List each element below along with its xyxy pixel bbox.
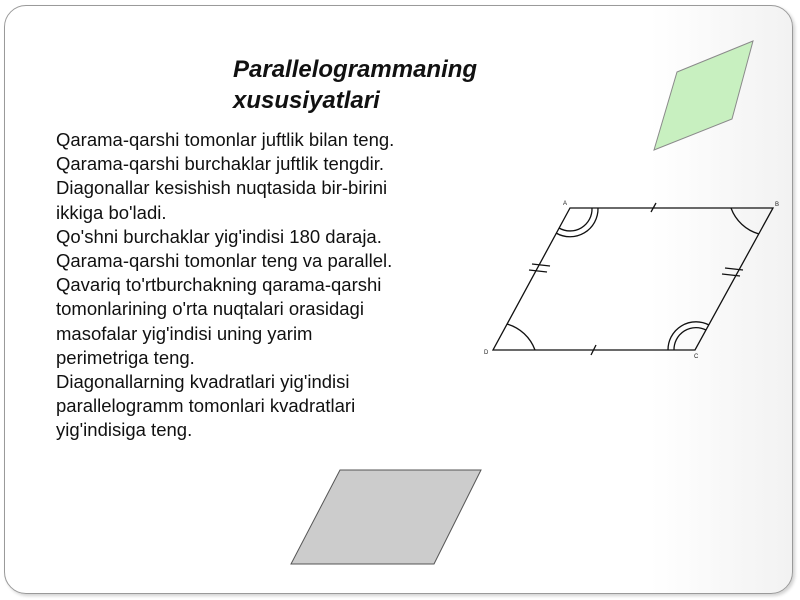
text-line: ikkiga bo'ladi. <box>56 201 167 223</box>
angle-arc-b <box>731 208 759 234</box>
vertex-label-c: C <box>694 354 699 360</box>
angle-arc-d <box>507 324 535 350</box>
text-line: Qo'shni burchaklar yig'indisi 180 daraja. <box>56 225 382 247</box>
vertex-label-b: B <box>775 202 780 208</box>
text-line: tomonlarining o'rta nuqtalari orasidagi <box>56 298 364 320</box>
tick-left-1 <box>532 264 550 266</box>
text-line: parallelogramm tomonlari kvadratlari <box>56 395 356 417</box>
tick-left-2 <box>529 270 547 272</box>
text-line: Qarama-qarshi tomonlar juftlik bilan teng. <box>56 129 395 150</box>
diagram-outline <box>493 208 773 350</box>
title-line-2: xususiyatlari <box>233 87 380 114</box>
title-line-1: Parallelogrammaning <box>233 56 478 83</box>
vertex-label-a: A <box>563 201 568 207</box>
text-line: Diagonallarning kvadratlari yig'indisi <box>56 371 350 393</box>
gray-parallelogram <box>291 470 481 564</box>
text-line: Diagonallar kesishish nuqtasida bir-birini <box>56 177 388 199</box>
parallelogram-diagram <box>493 203 773 355</box>
text-line: Qarama-qarshi tomonlar teng va parallel. <box>56 250 393 272</box>
text-line: Qavariq to'rtburchakning qarama-qarshi <box>56 274 382 296</box>
green-parallelogram <box>654 41 753 150</box>
text-line: yig'indisiga teng. <box>56 419 193 441</box>
text-line: masofalar yig'indisi uning yarim <box>56 322 313 344</box>
text-line: perimetriga teng. <box>56 346 195 368</box>
text-line: Qarama-qarshi burchaklar juftlik tengdir. <box>56 153 385 175</box>
vertex-label-d: D <box>484 350 489 356</box>
